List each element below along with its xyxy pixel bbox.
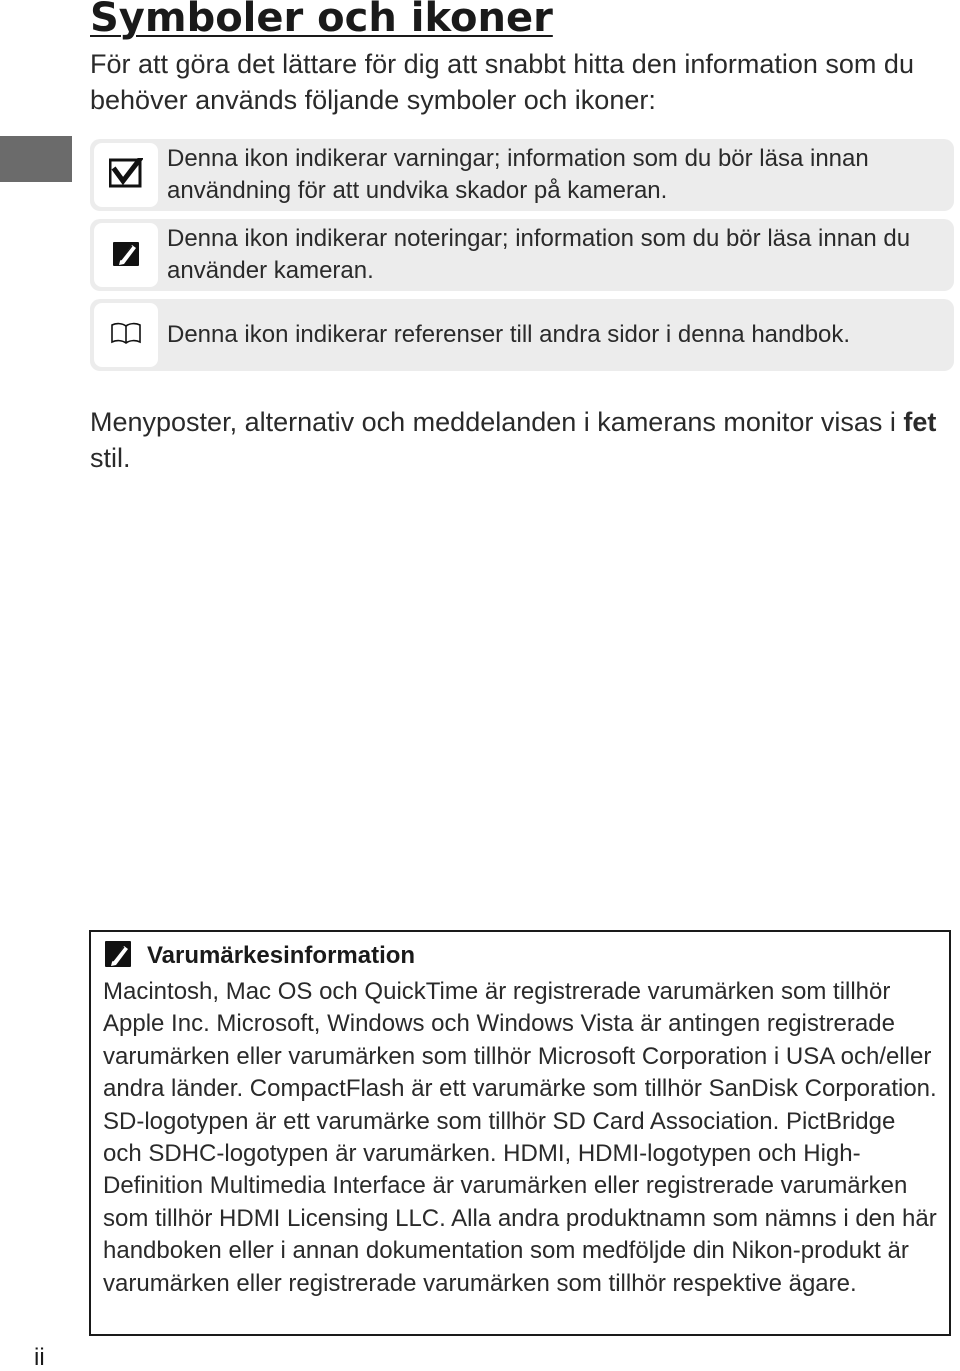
section-tab-marker xyxy=(0,136,72,182)
menu-format-note: Menyposter, alternativ och meddelanden i kamerans monitor visas i fet stil. xyxy=(90,407,937,473)
note-description: Denna ikon indikerar noteringar; information som du bör läsa innan du använder kameran. xyxy=(167,225,911,284)
trademark-body: Macintosh, Mac OS och QuickTime är registrerade varumärken som tillhör Apple Inc. Microsoft, Windows och Windows Vista är antingen registrerade varumärken eller varumärken som tillhör Microsoft Corporation i USA och/eller andra länder. CompactFlash är ett varumärke som tillhör SanDisk Corporation. SD-logotypen är ett varumärke som tillhör SD Card Association. PictBridge och SDHC-logotypen är varumärken. HDMI, HDMI-logotypen och High-Definition Multimedia Interface är varumärken eller registrerade varumärken som tillhör HDMI Licensing LLC. Alla andra produktnamn som nämns i den här handboken eller i annan dokumentation som medföljde din Nikon-produkt är varumärken eller registrerade varumärken som tillhör respektive ägare. xyxy=(103,978,937,1297)
open-book-icon xyxy=(110,322,142,349)
bold-example: fet xyxy=(903,407,937,437)
pencil-note-icon xyxy=(111,238,141,273)
icon-row-reference xyxy=(90,299,954,371)
page-number: ii xyxy=(34,1344,45,1371)
trademark-box xyxy=(89,930,951,1336)
icon-row-caution xyxy=(90,139,954,211)
reference-description: Denna ikon indikerar referenser till andra sidor i denna handbok. xyxy=(167,321,851,348)
page-title: Symboler och ikoner xyxy=(90,0,553,41)
pencil-note-icon xyxy=(103,939,133,974)
intro-paragraph: För att göra det lättare för dig att snabbt hitta den information som du behöver används följande symboler och ikoner: xyxy=(90,49,914,115)
trademark-heading-row xyxy=(103,936,415,976)
trademark-heading: Varumärkesinformation xyxy=(147,942,416,969)
caution-description: Denna ikon indikerar varningar; information som du bör läsa innan användning för att undvika skador på kameran. xyxy=(167,145,869,204)
caution-check-icon xyxy=(109,158,143,193)
icon-row-note xyxy=(90,219,954,291)
